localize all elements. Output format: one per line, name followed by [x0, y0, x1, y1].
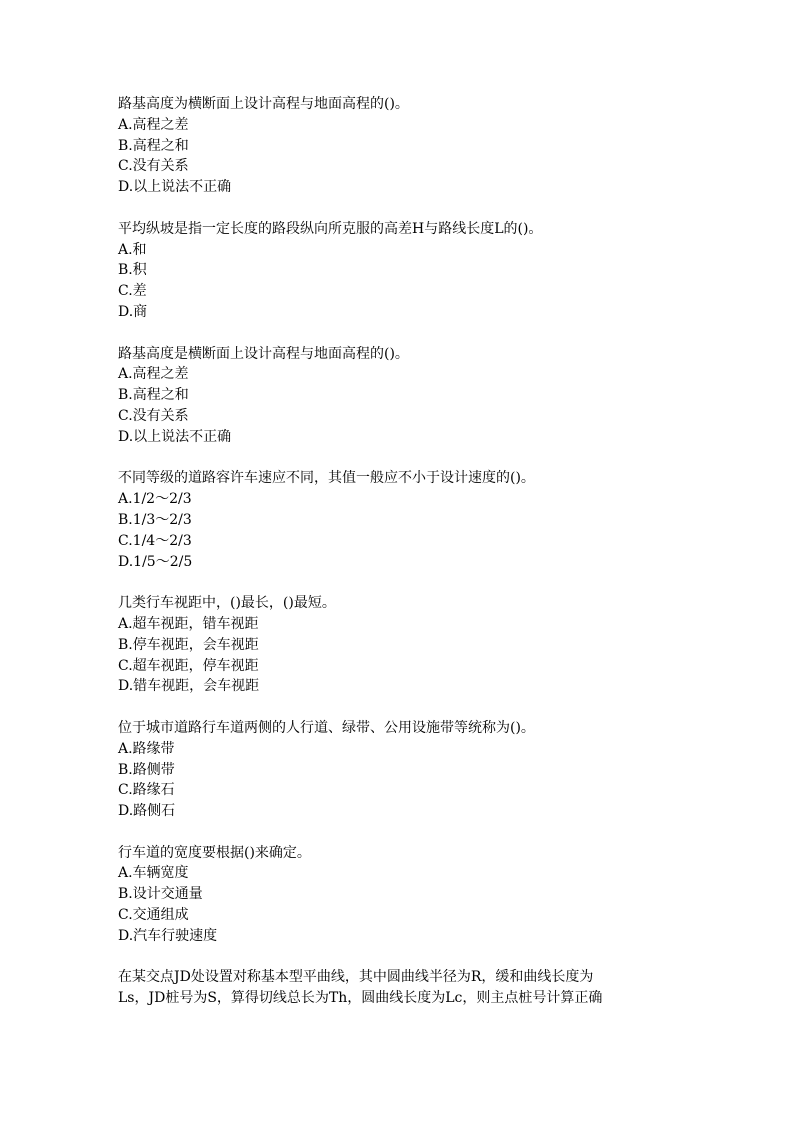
- option-b: B.停车视距，会车视距: [118, 636, 259, 653]
- question-stem: 行车道的宽度要根据()来确定。: [118, 844, 311, 861]
- option-b: B.积: [118, 262, 147, 279]
- option-c: C.没有关系: [118, 407, 189, 424]
- question-4: [118, 468, 678, 572]
- option-b: B.高程之和: [118, 387, 189, 404]
- option-d: D.错车视距，会车视距: [118, 678, 260, 695]
- question-3: [118, 344, 678, 448]
- option-b: B.高程之和: [118, 137, 189, 154]
- option-c: C.1/4～2/3: [118, 532, 192, 549]
- question-stem-line-1: 在某交点JD处设置对称基本型平曲线，其中圆曲线半径为R，缓和曲线长度为: [118, 969, 594, 986]
- question-stem: 几类行车视距中，()最长，()最短。: [118, 595, 336, 612]
- option-a: A.高程之差: [118, 116, 189, 133]
- question-6: [118, 718, 678, 822]
- question-5: [118, 593, 678, 697]
- question-stem-line-2: Ls，JD桩号为S，算得切线总长为Th，圆曲线长度为Lc，则主点桩号计算正确: [118, 990, 603, 1007]
- question-stem: 平均纵坡是指一定长度的路段纵向所克服的高差H与路线长度L的()。: [118, 220, 543, 237]
- option-a: A.车辆宽度: [118, 865, 189, 882]
- question-stem: 路基高度为横断面上设计高程与地面高程的()。: [118, 96, 409, 112]
- question-stem: 不同等级的道路容许车速应不同，其值一般应不小于设计速度的()。: [118, 470, 535, 487]
- option-a: A.和: [118, 241, 147, 258]
- option-c: C.没有关系: [118, 158, 189, 175]
- option-c: C.超车视距，停车视距: [118, 657, 259, 674]
- option-d: D.汽车行驶速度: [118, 927, 218, 944]
- option-a: A.1/2～2/3: [118, 491, 192, 508]
- option-d: D.以上说法不正确: [118, 179, 232, 196]
- option-d: D.商: [118, 303, 148, 320]
- option-b: B.路侧带: [118, 761, 175, 778]
- option-b: B.1/3～2/3: [118, 511, 192, 528]
- option-c: C.交通组成: [118, 907, 189, 924]
- option-a: A.高程之差: [118, 366, 189, 383]
- option-d: D.1/5～2/5: [118, 553, 193, 570]
- question-2: [118, 219, 678, 323]
- question-list: [118, 94, 678, 1030]
- option-b: B.设计交通量: [118, 886, 203, 903]
- question-1: [118, 94, 678, 198]
- question-stem: 路基高度是横断面上设计高程与地面高程的()。: [118, 345, 409, 362]
- question-stem: 位于城市道路行车道两侧的人行道、绿带、公用设施带等统称为()。: [118, 719, 535, 736]
- option-d: D.以上说法不正确: [118, 428, 232, 445]
- option-a: A.路缘带: [118, 740, 175, 757]
- option-a: A.超车视距，错车视距: [118, 615, 259, 632]
- option-c: C.路缘石: [118, 782, 175, 799]
- question-7: [118, 843, 678, 947]
- option-d: D.路侧石: [118, 803, 176, 820]
- question-8: [118, 967, 678, 1009]
- option-c: C.差: [118, 283, 147, 300]
